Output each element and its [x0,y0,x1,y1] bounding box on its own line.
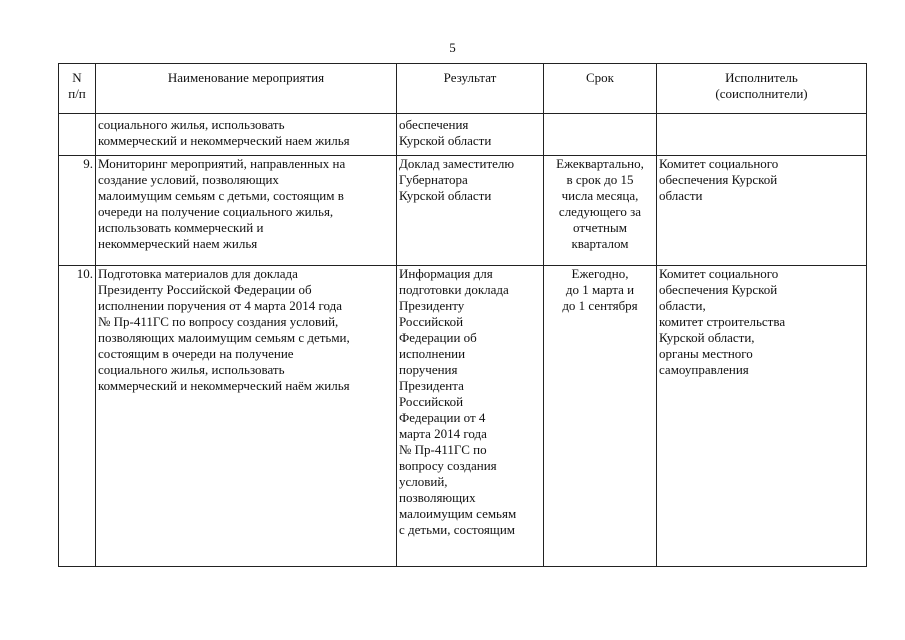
cell-line: № Пр-411ГС по [399,442,487,457]
table-row [59,114,867,156]
cell-line: Комитет социального [659,156,779,171]
activity-result [397,114,544,156]
activity-executor [657,156,867,266]
cell-line: состоящим в очереди на получение [98,346,294,361]
cell-line: Федерации от 4 [399,410,486,425]
cell-line: вопросу создания [399,458,497,473]
cell-line: Курской области [399,188,492,203]
cell-line: Ежеквартально, [556,156,644,171]
cell-line: Исполнитель [725,70,798,85]
page-number: 5 [449,40,456,55]
cell-line: подготовки доклада [399,282,509,297]
cell-line: Российской [399,394,464,409]
table-row [59,266,867,567]
table-row [59,156,867,266]
cell-line: числа месяца, [561,188,639,203]
activity-name [96,114,397,156]
cell-line: органы местного [659,346,753,361]
cell-line: 9. [83,156,93,171]
cell-line: п/п [68,86,86,101]
cell-line: Срок [586,70,614,85]
cell-line: Подготовка материалов для доклада [98,266,298,281]
cell-line: области [659,188,703,203]
cell-line: 10. [76,266,93,281]
cell-line: Мониторинг мероприятий, направленных на [98,156,346,171]
cell-line: Информация для [399,266,493,281]
cell-line: (соисполнители) [715,86,808,101]
activity-executor [657,266,867,567]
cell-line: коммерческий и некоммерческий наем жилья [98,133,350,148]
cell-line: малоимущим семьям с детьми, состоящим в [98,188,344,203]
cell-line: Наименование мероприятия [167,70,325,85]
cell-line: некоммерческий наем жилья [98,236,258,251]
cell-line: комитет строительства [659,314,786,329]
cell-line: Ежегодно, [571,266,629,281]
cell-line: исполнении [399,346,466,361]
cell-line: Курской области [399,133,492,148]
cell-line: Президента [399,378,464,393]
cell-line: кварталом [571,236,629,251]
activity-term [544,114,657,156]
header-number [59,64,96,114]
cell-line: малоимущим семьям [399,506,517,521]
cell-line: позволяющих [399,490,476,505]
header-term [544,64,657,114]
cell-line: самоуправления [659,362,749,377]
header-result [397,64,544,114]
cell-line: в срок до 15 [566,172,634,187]
row-number [59,266,96,567]
cell-line: марта 2014 года [399,426,487,441]
cell-line: коммерческий и некоммерческий наём жилья [98,378,350,393]
cell-line: социального жилья, использовать [98,117,285,132]
cell-line: позволяющих малоимущим семьям с детьми, [98,330,350,345]
cell-line: Российской [399,314,464,329]
cell-line: условий, [399,474,448,489]
cell-line: обеспечения Курской [659,172,778,187]
cell-line: Курской области, [659,330,755,345]
header-activity-name [96,64,397,114]
cell-line: обеспечения [399,117,469,132]
activity-name [96,266,397,567]
cell-line: использовать коммерческий и [98,220,264,235]
row-number [59,114,96,156]
cell-line: отчетным [573,220,627,235]
cell-line: обеспечения Курской [659,282,778,297]
cell-line: Президенту Российской Федерации об [98,282,312,297]
cell-line: социального жилья, использовать [98,362,285,377]
cell-line: с детьми, состоящим [399,522,515,537]
cell-line: до 1 марта и [565,282,635,297]
cell-line: Федерации об [399,330,477,345]
cell-line: N [72,70,82,85]
cell-line: Президенту [399,298,465,313]
cell-line: исполнении поручения от 4 марта 2014 года [98,298,342,313]
cell-line: поручения [399,362,458,377]
cell-line: Губернатора [399,172,468,187]
activity-result [397,156,544,266]
activity-term [544,156,657,266]
activity-term [544,266,657,567]
cell-line: следующего за [558,204,642,219]
cell-line: создание условий, позволяющих [98,172,279,187]
row-number [59,156,96,266]
cell-line: Результат [443,70,497,85]
cell-line: № Пр-411ГС по вопросу создания условий, [98,314,339,329]
activity-result [397,266,544,567]
table-header-row [59,64,867,114]
activity-plan-table [58,63,867,567]
cell-line: Комитет социального [659,266,779,281]
cell-line: Доклад заместителю [399,156,515,171]
activity-executor [657,114,867,156]
header-executor [657,64,867,114]
cell-line: области, [659,298,706,313]
cell-line: до 1 сентября [562,298,638,313]
activity-name [96,156,397,266]
cell-line: очереди на получение социального жилья, [98,204,334,219]
